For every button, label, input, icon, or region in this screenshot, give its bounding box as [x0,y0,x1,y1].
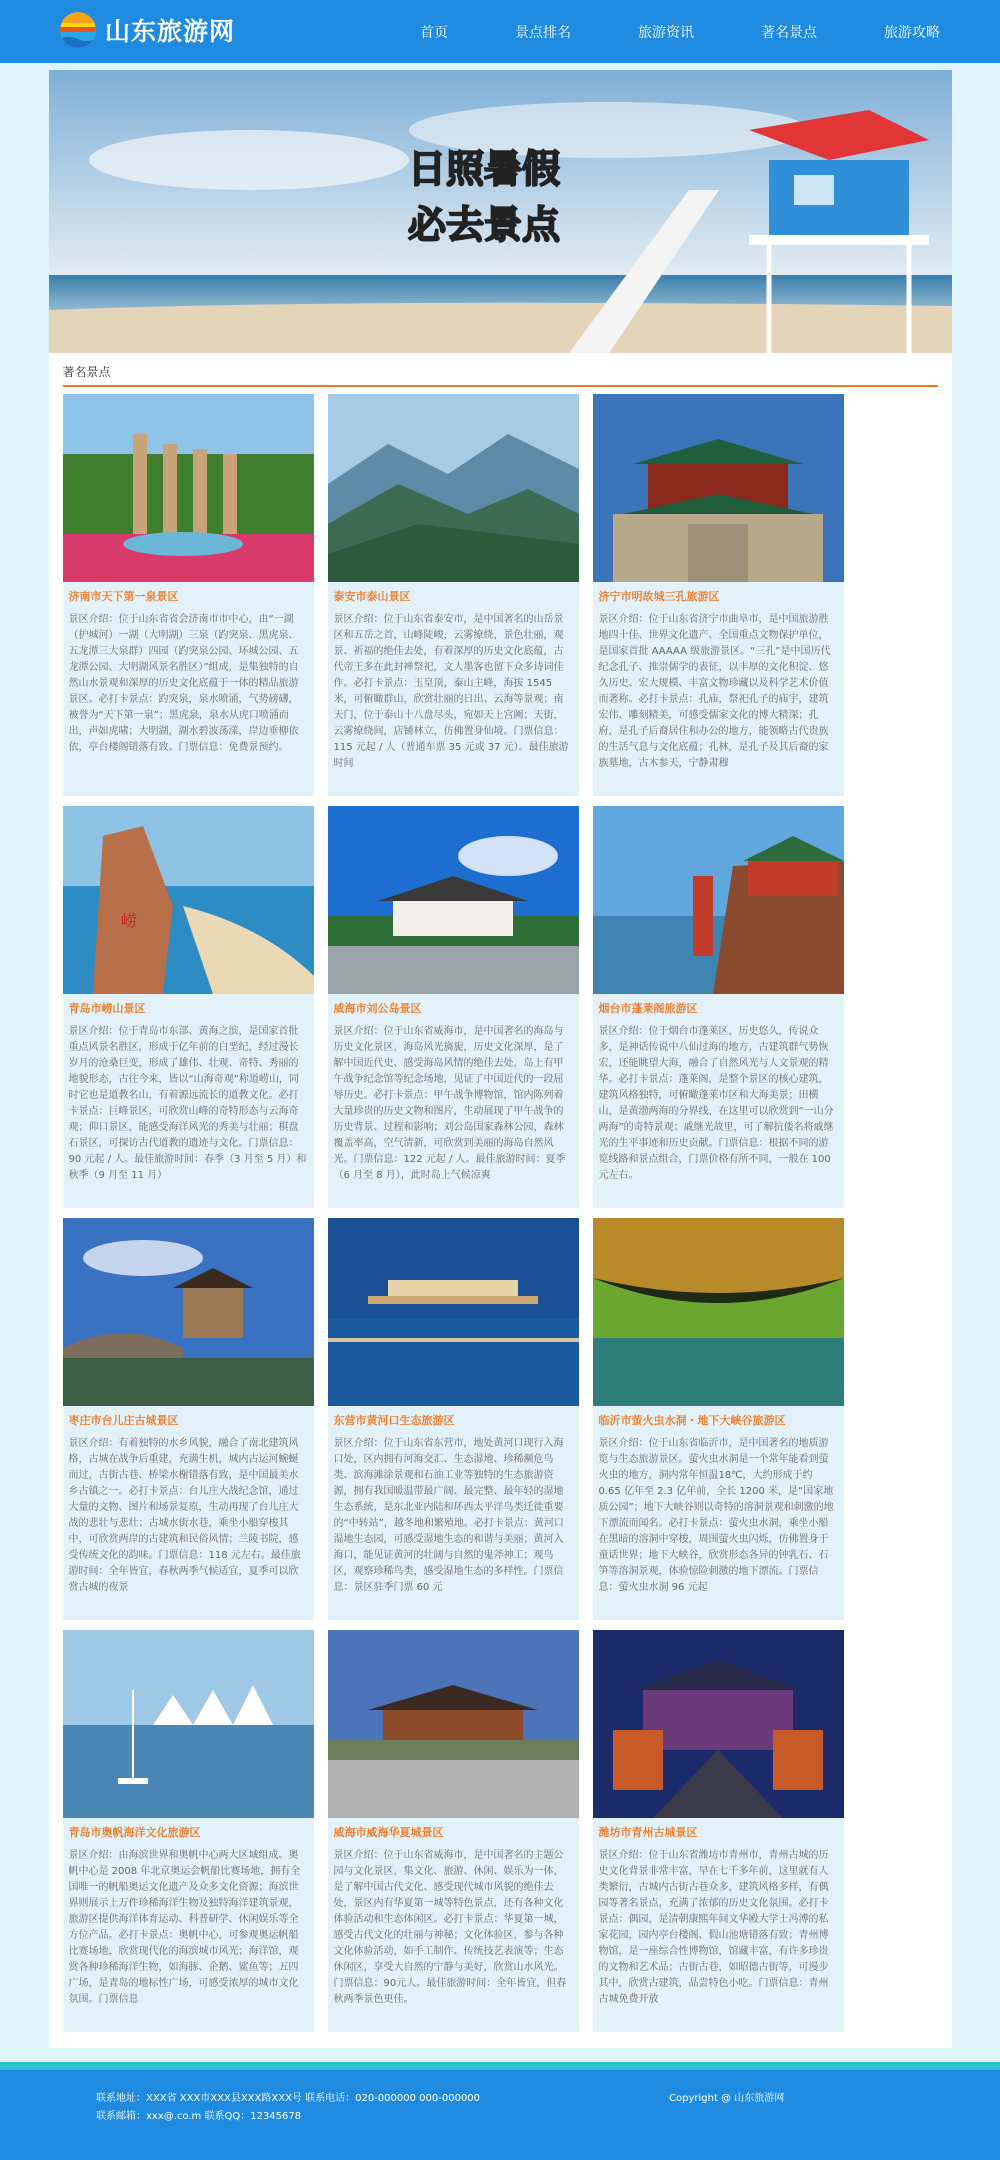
nav-guides[interactable]: 旅游攻略 [884,24,940,41]
nav-home[interactable]: 首页 [420,24,448,41]
spot-card[interactable] [328,806,579,1208]
spot-photo[interactable] [63,394,314,582]
footer-contact [96,2090,480,2126]
spot-photo[interactable] [63,1630,314,1818]
spot-title[interactable]: 青岛市奥帆海洋文化旅游区 [68,1826,201,1839]
svg-text:崂: 崂 [120,911,137,930]
nav-ranking[interactable]: 景点排名 [515,24,571,41]
section-title: 著名景点 [63,353,938,387]
spot-title[interactable]: 潍坊市青州古城景区 [598,1826,698,1839]
sun-logo-icon [60,12,96,48]
site-name: 山东旅游网 [105,17,236,46]
spot-card[interactable] [328,1218,579,1620]
spot-description: 景区介绍：位于山东省省会济南市市中心，由“一湖（护城河）一湖（大明湖）三泉（趵突泉、黑虎泉、五龙潭三大泉群）四园（趵突泉公园、环城公园、五龙潭公园、大明湖风景名胜区）”组成，是集独特的自然山水景观和深厚的历史文化底蕴于一体的精品旅游景区。必打卡景点：趵突泉，泉水喷涌，气势磅礴，被誉为“天下第一泉”；黑虎泉，泉水从虎口喷涌而出，声如虎啸；大明湖，湖水碧波荡漾，岸边垂柳依依，亭台楼阁错落有致。门票信息：免费景预约。 [68,614,299,753]
spot-photo[interactable] [328,806,579,994]
spot-description: 景区介绍：位于青岛市东部、黄海之滨，是国家首批重点风景名胜区，形成于亿年前的白垩纪，经过漫长岁月的沧桑巨变，形成了雄伟、壮观、奇特、秀丽的地貌形态，古往今来，皆以“山海奇观”称道崂山，同时它也是道教名山，有着源远流长的道教文化。必打卡景点：巨峰景区，可欣赏山峰的奇特形态与云海奇观；仰口景区，能感受海洋风光的秀美与壮丽；棋盘石景区，可探访古代道教的遗迹与文化。门票信息：90 元起 / 人。最佳旅游时间：春季（3 月至 5 月）和秋季（9 月至 11 月） [68,1026,307,1181]
spot-card[interactable] [63,1630,314,2032]
spot-photo[interactable] [593,806,844,994]
spot-description: 景区介绍：位于山东省东营市，地处黄河口现行入海口处，区内拥有河海交汇、生态湿地、珍稀濒危鸟类、滨海滩涂景观和石油工业等独特的生态旅游资源，拥有我国暖温带最广阔、最完整、最年轻的湿地生态系统，是东北亚内陆和环西太平洋鸟类迁徙重要的“中转站”，越冬地和繁殖地。必打卡景点：黄河口湿地生态园，可感受湿地生态的和谐与美丽；黄河入海口，能见证黄河的壮阔与自然的鬼斧神工；观鸟区，观察珍稀鸟类，感受湿地生态的多样性。门票信息：景区驻季门票 60 元 [333,1438,564,1593]
spot-title[interactable]: 烟台市蓬莱阁旅游区 [598,1002,698,1015]
spot-description: 景区介绍：位于山东省济宁市曲阜市，是中国旅游胜地四十佳、世界文化遗产、全国重点文物保护单位，是国家首批 AAAAA 级旅游景区。“三孔”是中国历代纪念孔子、推崇儒学的表征，以丰厚的文化积淀、悠久历史、宏大规模、丰富文物珍藏以及科学艺术价值而著称。必打卡景点：孔庙，祭祀孔子的庙宇，建筑宏伟、雕刻精美，可感受儒家文化的博大精深；孔府，是孔子后裔居住和办公的地方，能领略古代贵族的生活气息与文化底蕴；孔林，是孔子及其后裔的家族墓地，古木参天，宁静肃穆 [598,614,831,769]
site-logo[interactable] [60,12,235,48]
spot-description: 景区介绍：位于山东省潍坊市青州市，青州古城的历史文化背景非常丰富，早在七千多年前，这里就有人类繁衍，古城内古街古巷众多，建筑风格多样，有偶园等著名景点，充满了浓郁的历史文化氛围。必打卡景点：偶园，是清朝康熙年间文华殿大学士冯溥的私家花园，园内亭台楼阁、假山池塘错落有致；青州博物馆，是一座综合性博物馆，馆藏丰富，有许多珍贵的文物和艺术品；古街古巷，如昭德古街等，可漫步其中，欣赏古建筑，品尝特色小吃。门票信息：青州古城免费开放 [598,1850,829,2005]
spot-description: 景区介绍：由海滨世界和奥帆中心两大区域组成。奥帆中心是 2008 年北京奥运会帆船比赛场地，拥有全国唯一的帆船奥运文化遗产及众多文化资源；海滨世界则展示上万件珍稀海洋生物及独特海洋建筑景观，旅游区提供海洋体育运动、科普研学、休闲娱乐等全方位产品。必打卡景点：奥帆中心，可参观奥运帆船比赛场地，欣赏现代化的海滨城市风光；海洋馆，观赏各种珍稀海洋生物，如海豚、企鹅、鲨鱼等；五四广场，是青岛的地标性广场，可感受浓厚的城市文化氛围。门票信息 [68,1850,301,2005]
site-footer [0,2062,1000,2160]
main-content [49,70,952,2048]
spot-card[interactable] [593,1630,844,2032]
spot-photo[interactable] [328,1630,579,1818]
spot-photo[interactable] [593,394,844,582]
spot-title[interactable]: 济南市天下第一泉景区 [68,590,179,603]
spot-description: 景区介绍：位于山东省泰安市，是中国著名的山岳景区和五岳之首，山峰陡峻，云雾缭绕，景色壮丽，观景、祈福的绝佳去处，有着深厚的历史文化底蕴，古代帝王多在此封禅祭祀，文人墨客也留下众多诗词佳作。必打卡景点：玉皇顶，泰山主峰，海拔 1545 米，可俯瞰群山，欣赏壮丽的日出、云海等景观；南天门，位于泰山十八盘尽头，宛如天上宫阙；天街，云雾缭绕间，店铺林立，仿佛置身仙境。门票信息：115 元起 / 人（普通车票 35 元或 37 元）。最佳旅游时间 [333,614,569,769]
spot-title[interactable]: 临沂市萤火虫水洞・地下大峡谷旅游区 [598,1414,786,1427]
spot-title[interactable]: 东营市黄河口生态旅游区 [333,1414,455,1427]
spot-photo[interactable] [593,1218,844,1406]
footer-email: 联系邮箱：xxx@.co.m 联系QQ：12345678 [96,2111,302,2122]
spot-card[interactable] [328,394,579,796]
spot-photo[interactable] [593,1630,844,1818]
banner-image[interactable] [49,70,952,353]
spot-card[interactable] [63,806,314,1208]
spot-title[interactable]: 威海市刘公岛景区 [333,1002,422,1015]
spot-photo[interactable] [328,394,579,582]
spot-description: 景区介绍：位于山东省威海市，是中国著名的海岛与历史文化景区，海岛风光旖旎，历史文化深厚，是了解中国近代史、感受海岛风情的绝佳去处，岛上有甲午战争纪念馆等纪念场地，见证了中国近代的一段屈辱历史。必打卡景点：甲午战争博物馆，馆内陈列着大量珍贵的历史文物和图片，生动展现了甲午战争的历史背景、过程和影响；刘公岛国家森林公园，森林覆盖率高，空气清新，可欣赏到美丽的海岛自然风光。门票信息：122 元起 / 人。最佳旅游时间：夏季（6 月至 8 月），此时岛上气候凉爽 [333,1026,566,1181]
spot-title[interactable]: 济宁市明故城三孔旅游区 [598,590,720,603]
main-nav [325,0,940,63]
nav-famous-spots[interactable]: 著名景点 [761,24,817,41]
spot-card[interactable] [593,394,844,796]
spot-card[interactable] [63,394,314,796]
spot-card[interactable] [328,1630,579,2032]
spot-photo[interactable] [328,1218,579,1406]
spot-title[interactable]: 威海市威海华夏城景区 [333,1826,444,1839]
spot-title[interactable]: 青岛市崂山景区 [68,1002,146,1015]
spot-card[interactable] [63,1218,314,1620]
spots-grid [49,387,952,2032]
footer-address: 联系地址：XXX省 XXX市XXX县XXX路XXX号 联系电话：020-000000 000-000000 [96,2093,481,2104]
spot-description: 景区介绍：位于烟台市蓬莱区，历史悠久，传说众多，是神话传说中八仙过海的地方，古建筑群气势恢宏，还能眺望大海，融合了自然风光与人文景观的精华。必打卡景点：蓬莱阁，是整个景区的核心建筑，建筑风格独特，可俯瞰蓬莱市区和大海美景；田横山，是黄渤两海的分界线，在这里可以欣赏到“一山分两海”的奇特景观；戚继光故里，可了解抗倭名将戚继光的生平事迹和历史贡献。门票信息：根据不同的游览线路和景点组合，门票价格有所不同，一般在 100 元左右。 [598,1026,834,1181]
svg-text:日照暑假: 日照暑假 [407,147,560,191]
spot-description: 景区介绍：位于山东省临沂市，是中国著名的地质游览与生态旅游景区。萤火虫水洞是一个常年能看到萤火虫的地方，洞内常年恒温18℃，大约形成于约 0.65 亿年至 2.3 亿年前，全长 1200 米，是“国家地质公园”；地下大峡谷则以奇特的溶洞景观和刺激的地下漂流而闻名。必打卡景点：萤火虫水洞，乘坐小船在黑暗的溶洞中穿梭，周围萤火虫闪烁，仿佛置身于童话世界；地下大峡谷，欣赏形态各异的钟乳石、石笋等溶洞景观，体验惊险刺激的地下漂流。门票信息：萤火虫水洞 96 元起 [598,1438,834,1593]
spot-card[interactable] [593,806,844,1208]
site-header [0,0,1000,63]
spot-photo[interactable] [63,1218,314,1406]
footer-copyright: Copyright @ 山东旅游网 [669,2093,785,2104]
spot-description: 景区介绍：位于山东省威海市，是中国著名的主题公园与文化景区，集文化、旅游、休闲、娱乐为一体，是了解中国古代文化、感受现代城市风貌的绝佳去处，景区内有华夏第一城等特色景点，还有各种文化体验活动和生态体闲区。必打卡景点：华夏第一城，感受古代文化的壮丽与神秘；文化体验区，参与各种文化体验活动，如手工制作、传统技艺表演等；生态休闲区，享受大自然的宁静与美好，欣赏山水风光。门票信息：90元人。最佳旅游时间：全年皆宜，但春秋两季景色更佳。 [333,1850,567,2005]
spot-title[interactable]: 枣庄市台儿庄古城景区 [68,1414,179,1427]
svg-text:必去景点: 必去景点 [407,203,560,247]
nav-news[interactable]: 旅游资讯 [638,24,694,41]
spot-card[interactable] [593,1218,844,1620]
spot-description: 景区介绍：有着独特的水乡风貌，融合了南北建筑风格，古城在战争后重建，充满生机，城内古运河蜿蜒而过，古街古巷、桥梁水榭错落有致，是中国最美水乡古镇之一。必打卡景点：台儿庄大战纪念馆，通过大量的文物、图片和场景复原，生动再现了台儿庄大战的悲壮与悲壮；古城水街水巷，乘坐小船穿梭其中，可欣赏两岸的古建筑和民俗风情；兰陵书院，感受传统文化的韵味。门票信息：118 元左右。最佳旅游时间：全年皆宜，春秋两季气候适宜，夏季可以欣赏古城的夜景 [68,1438,301,1593]
spot-photo[interactable] [63,806,314,994]
spot-title[interactable]: 泰安市泰山景区 [333,590,411,603]
